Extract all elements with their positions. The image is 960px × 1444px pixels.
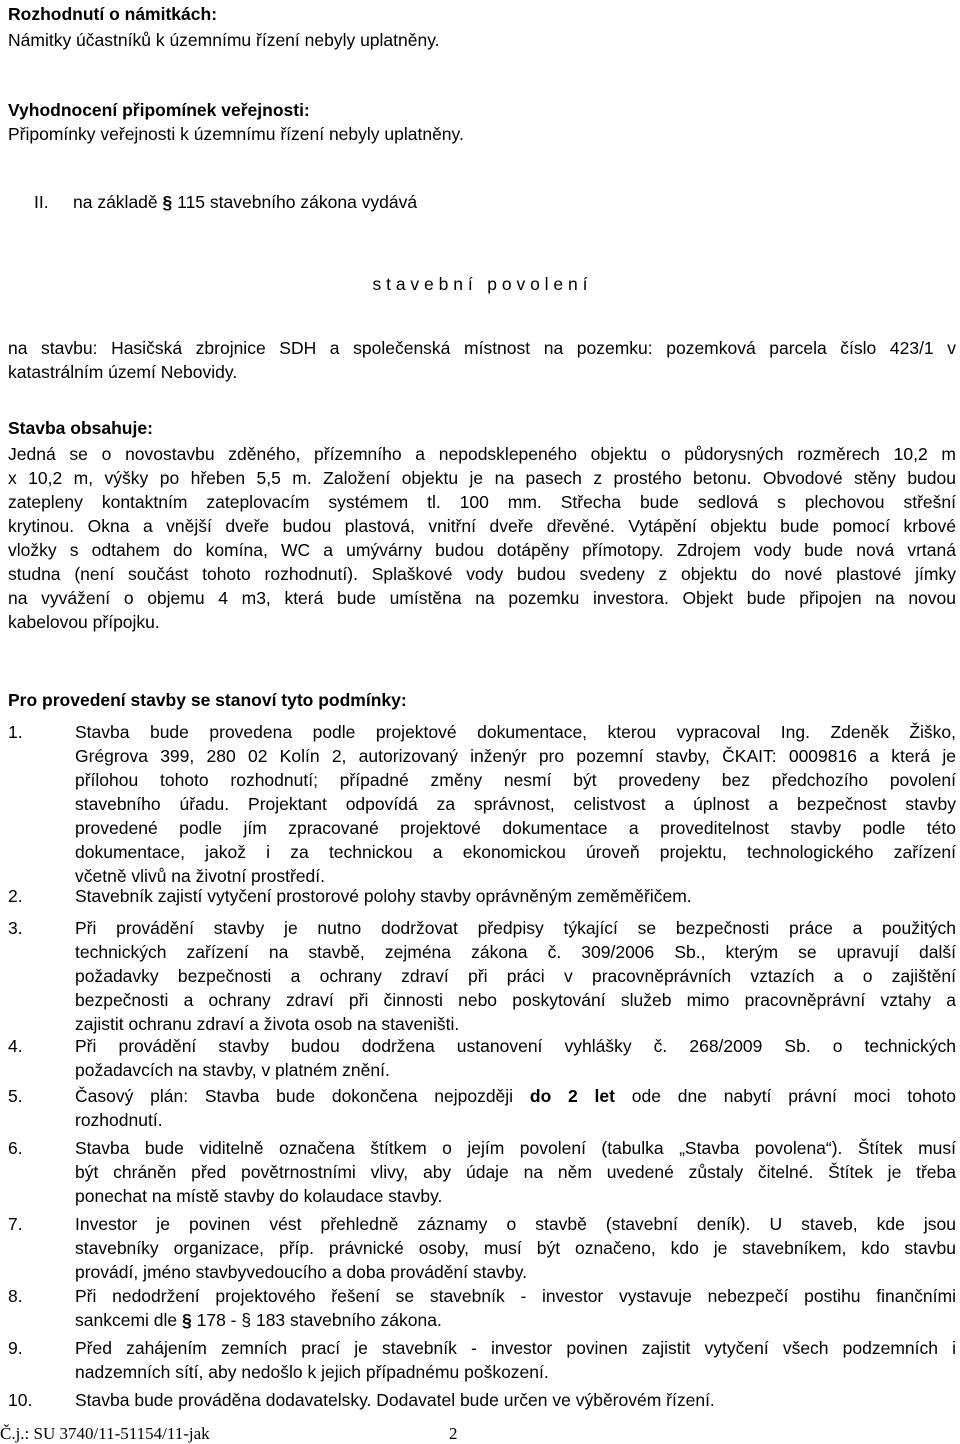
- building-line-1: na stavbu: Hasičská zbrojnice SDH a společenská místnost na pozemku: pozemková parcela číslo 423/1 v: [8, 338, 956, 358]
- condition-number: 2.: [8, 886, 23, 906]
- footer-reference: Č.j.: SU 3740/11-51154/11-jak: [0, 1424, 210, 1443]
- condition-number: 5.: [8, 1086, 23, 1106]
- condition-line: dokumentace, jakož i za technickou a ekonomickou úroveň projektu, technologického zařízení: [75, 842, 956, 862]
- objections-heading: Rozhodnutí o námitkách:: [8, 4, 218, 24]
- condition-line: včetně vlivů na životní prostředí.: [75, 866, 325, 886]
- condition-line: Investor je povinen vést přehledně záznamy o stavbě (stavební deník). U staveb, kde jsou: [75, 1214, 956, 1234]
- contents-line: kabelovou přípojku.: [8, 612, 160, 632]
- condition-line: provedené podle jím zpracované projektové dokumentace a proveditelnost stavby podle této: [75, 818, 956, 838]
- contents-line: Jedná se o novostavbu zděného, přízemního a nepodsklepeného objektu o půdorysných rozměrech 10,2 m: [8, 444, 956, 464]
- condition-line: bezpečnosti a ochrany zdraví při činnosti nebo poskytování služeb mimo pracovněprávní vztahy a: [75, 990, 956, 1010]
- public-comments-heading: Vyhodnocení připomínek veřejnosti:: [8, 100, 310, 120]
- condition-text: sankcemi dle: [75, 1310, 178, 1330]
- condition-number: 9.: [8, 1338, 23, 1358]
- condition-number: 10.: [8, 1390, 33, 1410]
- condition-line: zajistit ochranu zdraví a života osob na staveništi.: [75, 1014, 460, 1034]
- contents-heading: Stavba obsahuje:: [8, 418, 153, 438]
- contents-line: zatepleny kontaktním zateplovacím systémem tl. 100 mm. Střecha bude sedlová s plechovou střešní: [8, 492, 956, 512]
- condition-line: [75, 1308, 956, 1332]
- condition-number: 4.: [8, 1036, 23, 1056]
- condition-number: 7.: [8, 1214, 23, 1234]
- condition-line: Grégrova 399, 280 02 Kolín 2, autorizovaný inženýr pro pozemní stavby, ČKAIT: 0009816 a která je: [75, 746, 956, 766]
- condition-line: technických zařízení na stavbě, zejména zákona č. 309/2006 Sb., kterým se upravují další: [75, 942, 956, 962]
- condition-line: nadzemních sítí, aby nedošlo k jejich případnému poškození.: [75, 1362, 549, 1382]
- condition-line: Stavba bude viditelně označena štítkem o jejím povolení (tabulka „Stavba povolena“). Štítek musí: [75, 1138, 956, 1158]
- objections-text: Námitky účastníků k územnímu řízení nebyly uplatněny.: [8, 30, 440, 50]
- paragraph-symbol-icon: §: [182, 1310, 192, 1330]
- deadline-text: do 2 let: [529, 1086, 615, 1106]
- condition-line: Stavebník zajistí vytyčení prostorové polohy stavby oprávněným zeměměřičem.: [75, 886, 692, 906]
- condition-line: požadavky bezpečnosti a ochrany zdraví při práci v pracovněprávních vztazích a o zajištění: [75, 966, 956, 986]
- decision-title: s t a v e b n í p o v o l e n í: [372, 274, 588, 294]
- condition-line: Při provádění stavby budou dodržena ustanovení vyhlášky č. 268/2009 Sb. o technických: [75, 1036, 956, 1056]
- condition-number: 3.: [8, 918, 23, 938]
- paragraph-symbol-icon: §: [162, 192, 173, 212]
- contents-line: x 10,2 m, výšky po hřeben 5,5 m. Založení objektu je na pasech z prostého betonu. Obvodové stěny budou: [8, 468, 956, 488]
- public-comments-text: Připomínky veřejnosti k územnímu řízení nebyly uplatněny.: [8, 124, 464, 144]
- condition-text: Časový plán: Stavba bude dokončena nejpozději: [75, 1086, 514, 1106]
- condition-line: provádí, jméno stavbyvedoucího a doba provádění stavby.: [75, 1262, 528, 1282]
- section-intro: [73, 190, 417, 214]
- condition-number: 6.: [8, 1138, 23, 1158]
- contents-line: vložky s odtahem do komína, WC a umývárny budou dotápěny přímotopy. Zdrojem vody bude nová vrtaná: [8, 540, 956, 560]
- condition-line: požadavcích na stavby, v platném znění.: [75, 1060, 390, 1080]
- building-line-2: katastrálním území Nebovidy.: [8, 362, 238, 382]
- condition-text: 178 - § 183 stavebního zákona.: [196, 1310, 442, 1330]
- section-intro-before: na základě: [73, 192, 158, 212]
- section-intro-after: 115 stavebního zákona vydává: [177, 192, 418, 212]
- condition-line: Stavba bude prováděna dodavatelsky. Dodavatel bude určen ve výběrovém řízení.: [75, 1390, 715, 1410]
- condition-number: 1.: [8, 722, 23, 742]
- condition-line: Při nedodržení projektového řešení se stavebník - investor vystavuje nebezpečí postihu finančními: [75, 1286, 956, 1306]
- condition-number: 8.: [8, 1286, 23, 1306]
- contents-line: studna (není součást tohoto rozhodnutí). Splaškové vody budou svedeny z objektu do nové plastové jímky: [8, 564, 956, 584]
- condition-line: Při provádění stavby je nutno dodržovat předpisy týkající se bezpečnosti práce a použitých: [75, 918, 956, 938]
- conditions-heading: Pro provedení stavby se stanoví tyto podmínky:: [8, 690, 407, 710]
- contents-line: krytinou. Okna a vnější dveře budou plastová, vnitřní dveře dřevěné. Vytápění objektu bude pomocí krbové: [8, 516, 956, 536]
- condition-line: ponechat na místě stavby do kolaudace stavby.: [75, 1186, 443, 1206]
- condition-line: být chráněn před povětrnostními vlivy, aby údaje na něm uvedené zůstaly čitelné. Štítek je třeba: [75, 1162, 956, 1182]
- condition-text: ode dne nabytí právní moci tohoto: [631, 1086, 957, 1106]
- page-number: 2: [449, 1424, 458, 1443]
- condition-line: rozhodnutí.: [75, 1110, 163, 1130]
- condition-line: přílohou tohoto rozhodnutí; případné změny nesmí být provedeny bez předchozího povolení: [75, 770, 956, 790]
- contents-line: na vyvážení o objemu 4 m3, která bude umístěna na pozemku investora. Objekt bude připojen na novou: [8, 588, 956, 608]
- condition-line: stavebníky organizace, příp. právnické osoby, musí být označeno, kdo je stavebníkem, kdo stavbu: [75, 1238, 956, 1258]
- condition-line: Stavba bude provedena podle projektové dokumentace, kterou vypracoval Ing. Zdeněk Žiško,: [75, 722, 956, 742]
- section-number: II.: [34, 192, 49, 212]
- condition-line: [75, 1084, 956, 1108]
- condition-line: stavebního úřadu. Projektant odpovídá za správnost, celistvost a úplnost a bezpečnost stavby: [75, 794, 956, 814]
- condition-line: Před zahájením zemních prací je stavebník - investor povinen zajistit vytyčení všech podzemních i: [75, 1338, 956, 1358]
